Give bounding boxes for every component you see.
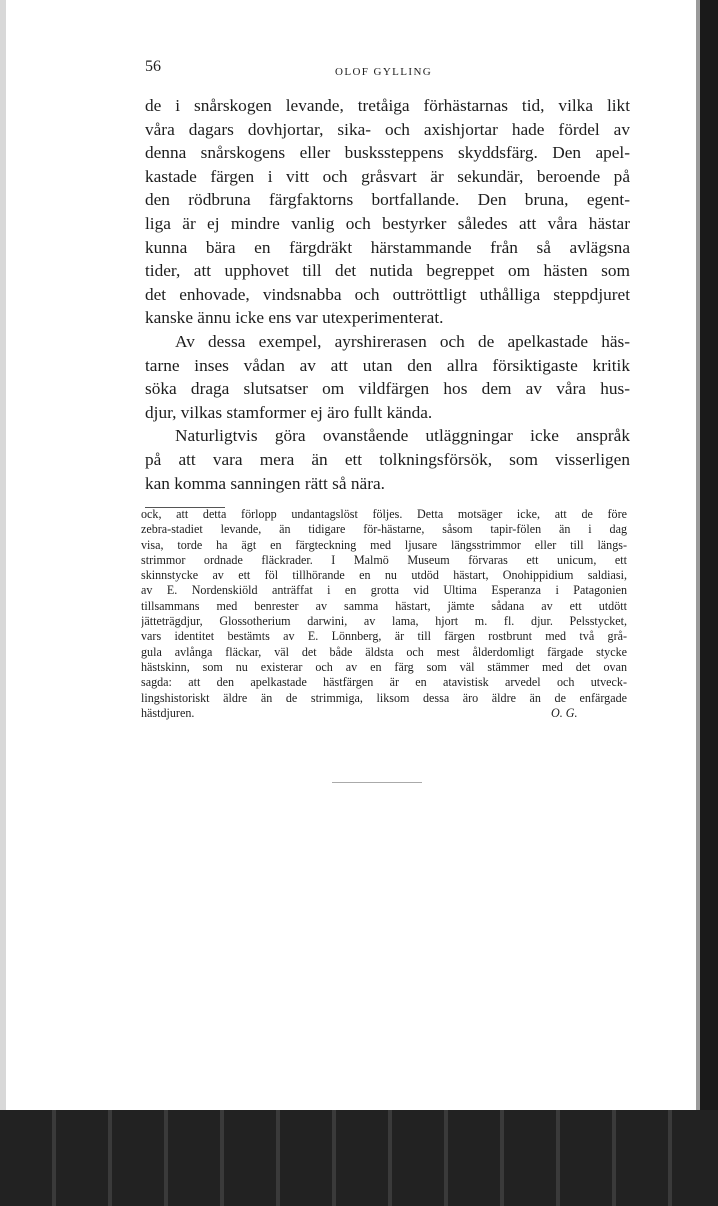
body-line: våra dagars dovhjortar, sika- och axishjortar hade fördel av <box>145 119 630 139</box>
footnote-line: ock, att detta förlopp undantagslöst följes. Detta motsäger icke, att de före <box>141 507 627 521</box>
body-line: kanske ännu icke ens var utexperimenterat. <box>145 308 444 328</box>
footnote-line: jätteträgdjur, Glossotherium darwini, av lama, hjort m. fl. djur. Pelsstycket, <box>141 614 627 629</box>
body-line: Naturligtvis göra ovanstående utläggningar icke anspråk <box>175 426 630 446</box>
footnote-line: skinnstycke av ett föl tillhörande en nu utdöd hästart, Onohippidium saldiasi, <box>141 568 627 583</box>
body-line: tarne inses vådan av att utan den allra försiktigaste kritik <box>145 355 630 375</box>
footnote-line: strimmor ordnade fläckrader. I Malmö Museum förvaras ett unicum, ett <box>141 552 627 567</box>
body-line: kan komma sanningen rätt så nära. <box>145 473 385 493</box>
footnote-line: av E. Nordenskiöld anträffat i en grotta vid Ultima Esperanza i Patagonien <box>141 583 627 598</box>
body-line: den rödbruna färgfaktorns bortfallande. Den bruna, egent- <box>145 190 630 210</box>
footnote-line: tillsammans med benrester av samma hästart, jämte sådana av ett utdött <box>141 598 627 613</box>
end-divider <box>332 782 422 783</box>
footnote-line: sagda: att den apelkastade hästfärgen är en atavistisk arvedel och utveck- <box>141 675 627 690</box>
body-line: Av dessa exempel, ayrshirerasen och de apelkastade häs- <box>175 331 630 351</box>
footnote-line: hästdjuren. <box>141 705 195 720</box>
footnote-line: vars identitet bestämts av E. Lönnberg, är till färgen rostbrunt med två grå- <box>141 629 627 644</box>
body-line: kastade färgen i vitt och gråsvart är sekundär, beroende på <box>145 166 630 186</box>
body-line: det enhovade, vindsnabba och outtröttligt uthålliga steppdjuret <box>145 284 630 304</box>
body-line: de i snårskogen levande, tretåiga förhästarnas tid, vilka likt <box>145 96 630 115</box>
footnote-line: lingshistoriskt äldre än de strimmiga, liksom dessa äro äldre än de enfärgade <box>141 690 627 705</box>
footnote-signature: O. G. <box>551 705 578 720</box>
page-header <box>145 58 625 82</box>
scan-edge-right <box>700 0 718 1140</box>
running-head: OLOF GYLLING <box>335 66 433 78</box>
body-line: tider, att upphovet till det nutida begreppet om hästen som <box>145 261 630 281</box>
footnote-last-line <box>141 706 627 721</box>
footnote-line: visa, torde ha ägt en färgteckning med ljusare längsstrimmor eller till längs- <box>141 537 627 552</box>
body-line: kunna bära en färgdräkt härstammande från så avlägsna <box>145 237 630 257</box>
body-line: djur, vilkas stamformer ej äro fullt kända. <box>145 402 433 422</box>
body-line: på att vara mera än ett tolkningsförsök, som visserligen <box>145 449 630 469</box>
body-line: denna snårskogens eller buskssteppens skyddsfärg. Den apel- <box>145 143 630 163</box>
footnote <box>141 507 627 721</box>
body-text <box>145 94 630 508</box>
body-line: liga är ej mindre vanlig och bestyrker således att våra hästar <box>145 213 630 233</box>
footnote-line: zebra-stadiet levande, än tidigare för-hästarne, såsom tapir-fölen än i dag <box>141 522 627 537</box>
footnote-line: hästskinn, som nu existerar och av en färg som väl stämmer med det ovan <box>141 659 627 674</box>
scan-edge-bottom <box>0 1110 718 1206</box>
body-line: söka draga slutsatser om vildfärgen hos dem av våra hus- <box>145 379 630 399</box>
page-number: 56 <box>145 58 161 75</box>
footnote-line: gula avlånga fläckar, väl det både äldsta och mest ålderdomligt färgade stycke <box>141 644 627 659</box>
